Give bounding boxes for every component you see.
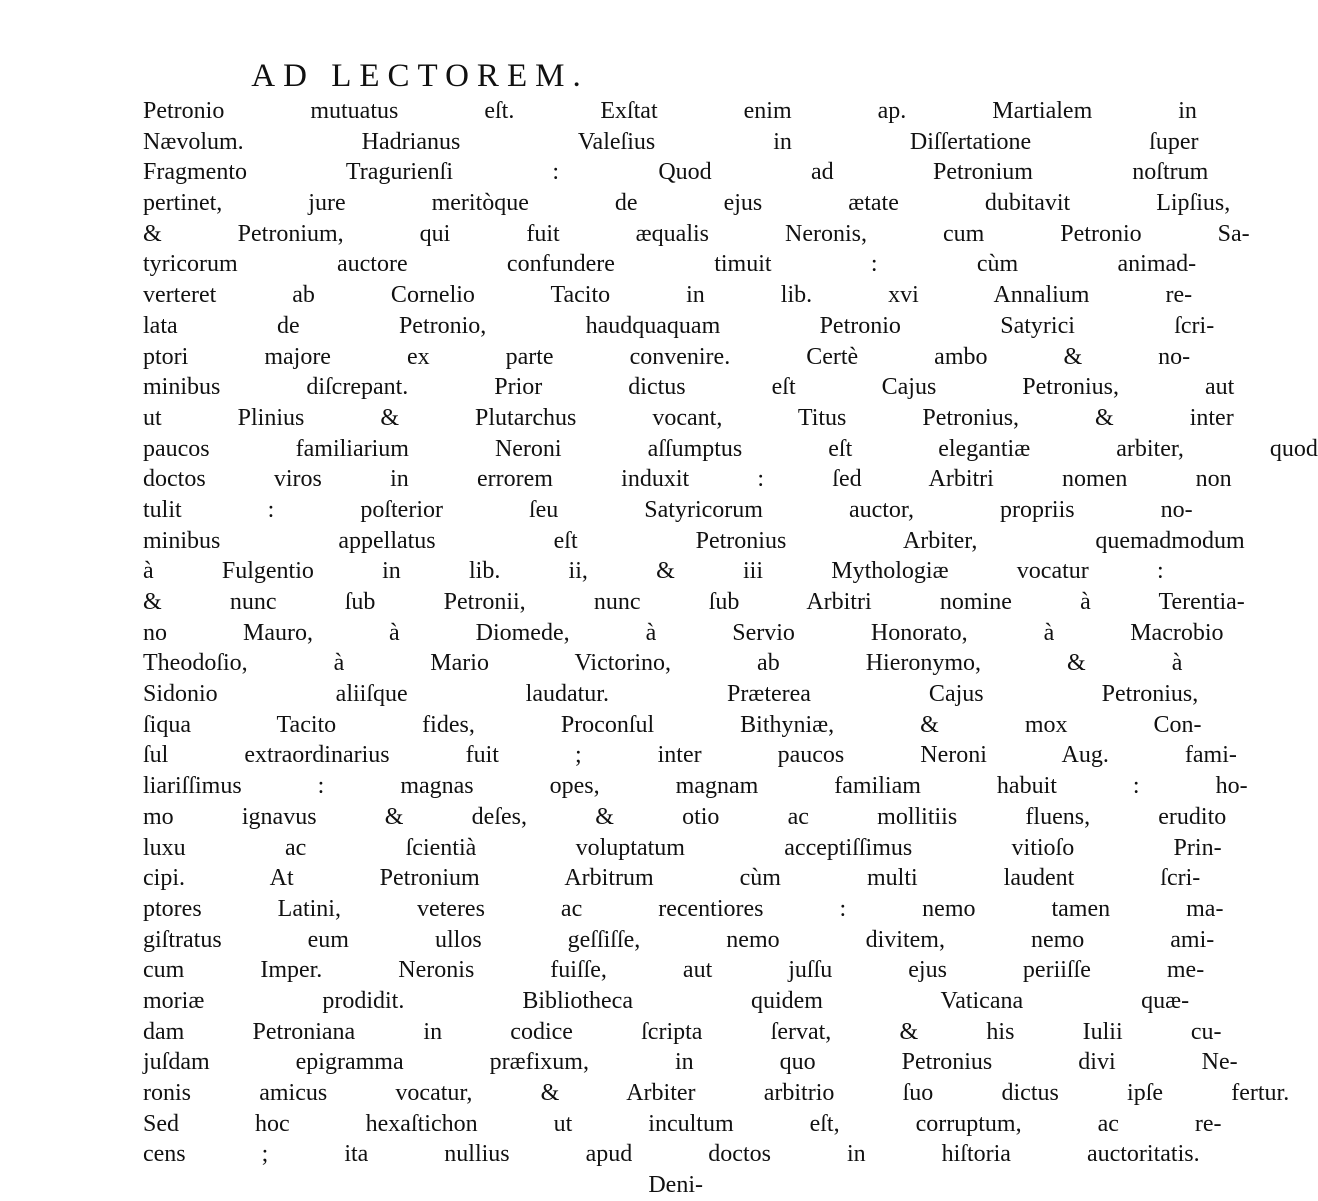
text-line: luxu ac ſcientià voluptatum acceptiſſimus vitioſo Prin- [143,834,1222,861]
text-line: ut Plinius & Plutarchus vocant, Titus Petronius, & inter [143,404,1234,431]
text-line: tyricorum auctore confundere timuit : cùm animad- [143,251,1197,278]
text-line: minibus appellatus eſt Petronius Arbiter, quemadmodum [143,527,1245,554]
text-line: verteret ab Cornelio Tacito in lib. xvi Annalium re- [143,282,1193,309]
body-text [143,96,1318,1201]
text-line: dam Petroniana in codice ſcripta ſervat, & his Iulii cu- [143,1018,1222,1045]
text-line: minibus diſcrepant. Prior dictus eſt Cajus Petronius, aut [143,374,1235,401]
text-line: Petronio mutuatus eſt. Exſtat enim ap. Martialem in [143,98,1197,124]
text-line: cum Imper. Neronis fuiſſe, aut juſſu ejus periiſſe me- [143,957,1205,984]
text-line: lata de Petronio, haudquaquam Petronio Satyrici ſcri- [143,312,1215,339]
text-line: ronis amicus vocatur, & Arbiter arbitrio ſuo dictus ipſe fertur. [143,1080,1290,1106]
page-header: AD LECTOREM. [251,58,589,94]
text-line: Nævolum. Hadrianus Valeſius in Diſſertatione ſuper [143,128,1199,155]
catchword: Deni- [648,1172,703,1199]
text-line: & Petronium, qui fuit æqualis Neronis, cum Petronio Sa- [143,220,1250,247]
text-line: Sed hoc hexaſtichon ut incultum eſt, corruptum, ac re- [143,1110,1222,1137]
text-line: Theodoſio, à Mario Victorino, ab Hieronymo, & à [143,650,1183,677]
text-line: ptori majore ex parte convenire. Certè ambo & no- [143,343,1191,370]
text-line: à Fulgentio in lib. ii, & iii Mythologiæ vocatur : [143,558,1164,585]
text-line: tulit : poſterior ſeu Satyricorum auctor, propriis no- [143,496,1193,523]
text-line: & nunc ſub Petronii, nunc ſub Arbitri nomine à Terentia- [143,589,1245,615]
text-line: paucos familiarium Neroni aſſumptus eſt elegantiæ arbiter, quod [143,435,1318,462]
text-line: cipi. At Petronium Arbitrum cùm multi laudent ſcri- [143,865,1201,892]
text-line: giſtratus eum ullos geſſiſſe, nemo divitem, nemo ami- [143,926,1215,953]
text-line: moriæ prodidit. Bibliotheca quidem Vaticana quæ- [143,987,1190,1014]
text-line: ſiqua Tacito fides, Proconſul Bithyniæ, & mox Con- [143,711,1202,738]
text-line: ptores Latini, veteres ac recentiores : nemo tamen ma- [143,895,1224,922]
text-line: doctos viros in errorem induxit : ſed Arbitri nomen non [143,466,1232,493]
text-line: Sidonio aliiſque laudatur. Præterea Cajus Petronius, [143,681,1199,708]
text-line: liariſſimus : magnas opes, magnam familiam habuit : ho- [143,773,1248,800]
text-line: no Mauro, à Diomede, à Servio Honorato, à Macrobio [143,619,1224,646]
text-line: cens ; ita nullius apud doctos in hiſtoria auctoritatis. [143,1141,1200,1168]
text-line: ſul extraordinarius fuit ; inter paucos Neroni Aug. fami- [143,742,1237,769]
text-line: Fragmento Tragurienſi : Quod ad Petronium noſtrum [143,159,1209,186]
text-line: mo ignavus & deſes, & otio ac mollitiis fluens, erudito [143,803,1227,830]
text-line: juſdam epigramma præfixum, in quo Petronius divi Ne- [143,1049,1238,1076]
text-line: pertinet, jure meritòque de ejus ætate dubitavit Lipſius, [143,190,1231,217]
